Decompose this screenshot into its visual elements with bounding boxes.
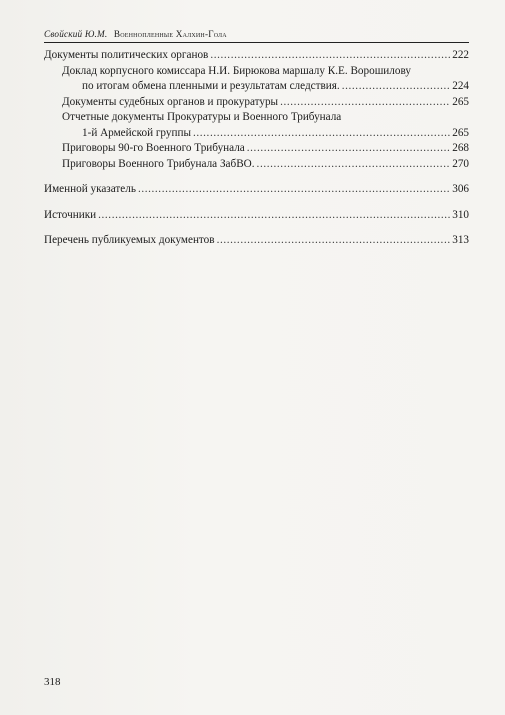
dot-leader — [138, 182, 450, 198]
toc-entry-verdicts-zabvo — [44, 157, 469, 173]
toc-entry-verdicts-90 — [44, 141, 469, 157]
page-number: 318 — [44, 676, 61, 688]
toc-page-number: 270 — [452, 157, 469, 170]
toc-entry-label: 1-й Армейской группы — [82, 126, 191, 139]
toc-entry-label: Приговоры Военного Трибунала ЗабВО. — [62, 157, 255, 170]
toc-entry-label: Перечень публикуемых документов — [44, 234, 215, 246]
toc-page-number: 265 — [452, 126, 469, 139]
spacer — [44, 223, 469, 233]
toc-entry-judicial — [44, 95, 469, 111]
toc-entry-label: Именной указатель — [44, 183, 136, 195]
running-head-author: Свойский Ю.М. — [44, 29, 108, 39]
toc-page-number: 310 — [452, 208, 469, 221]
toc-entry-reports-line1: Отчетные документы Прокуратуры и Военного Трибунала — [62, 111, 342, 123]
toc-entry-reports — [44, 126, 469, 142]
running-head — [44, 29, 469, 39]
toc-entry-docs-list — [44, 233, 469, 249]
toc-entry-label: Приговоры 90-го Военного Трибунала — [62, 142, 245, 154]
dot-leader — [257, 157, 451, 173]
dot-leader — [280, 95, 450, 111]
toc-page-number: 224 — [452, 80, 469, 92]
toc-entry-name-index — [44, 182, 469, 198]
toc-page-number: 313 — [452, 234, 469, 246]
toc-entry-report — [44, 79, 469, 95]
dot-leader — [342, 79, 451, 95]
dot-leader — [217, 233, 451, 249]
toc-entry-label: Документы политических органов — [44, 49, 209, 61]
toc-entry-label: Документы судебных органов и прокуратуры — [62, 95, 279, 108]
toc-page-number: 268 — [452, 142, 469, 154]
toc-page-number: 306 — [452, 183, 469, 195]
running-head-title: Военнопленные Халхин-Гола — [113, 29, 227, 39]
header-rule — [44, 42, 469, 43]
toc-entry-sources — [44, 208, 469, 224]
table-of-contents — [44, 48, 469, 249]
toc-entry-label: по итогам обмена пленными и результатам следствия. — [82, 80, 340, 92]
toc-entry-political-organs — [44, 48, 469, 64]
spacer — [44, 172, 469, 182]
toc-entry-label: Источники — [44, 208, 97, 221]
toc-entry-report-line1: Доклад корпусного комиссара Н.И. Бирюкова маршалу К.Е. Ворошилову — [62, 64, 411, 77]
dot-leader — [210, 48, 450, 64]
toc-page-number: 222 — [452, 49, 469, 61]
spacer — [44, 198, 469, 208]
toc-page-number: 265 — [452, 95, 469, 108]
dot-leader — [98, 208, 450, 224]
dot-leader — [247, 141, 450, 157]
dot-leader — [193, 126, 450, 142]
